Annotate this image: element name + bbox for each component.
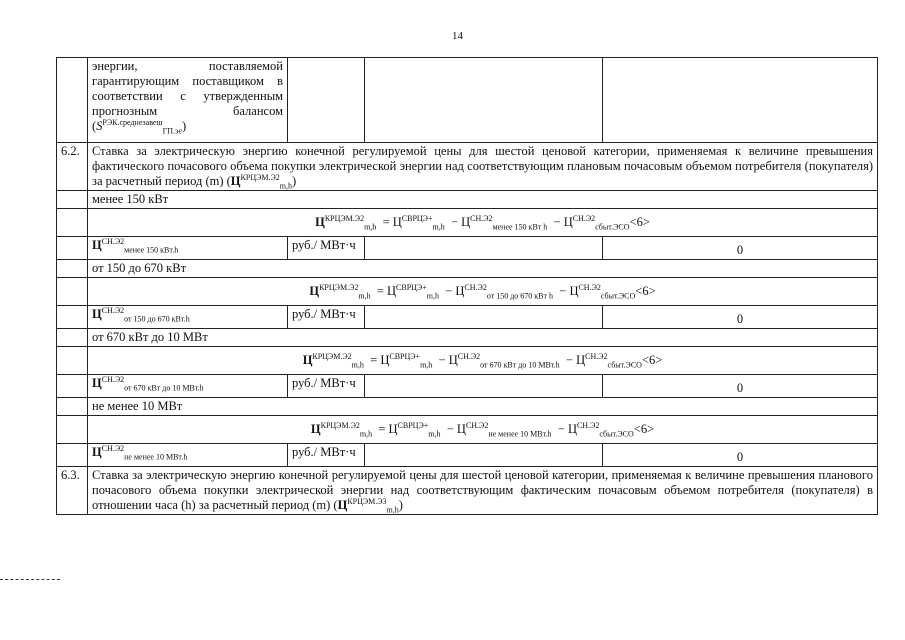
formula-lhs-sub: m,h [351,360,364,370]
rate-symbol: $Ц^{СН.Э2}_{менее 150 кВт.h}$ [88,237,288,260]
item-6-2-close: ) [292,174,297,188]
formula-t3-sup: СН.Э2 [578,282,601,292]
rate-symbol-sup: СН.Э2 [101,443,125,453]
formula-t1-sub: m,h [420,360,433,370]
continuation-row [57,58,878,143]
formula-lhs-sub: m,h [364,222,377,232]
formula-t1-sub: m,h [428,429,441,439]
formula: $Ц^{КРЦЭМ.Э2}_{m,h} = Ц^{СВРЦЭ+}_{m,h} - Ц^{СН.Э2}_{не менее 10 МВт.h} - Ц^{СН.Э2}_{сбыт.ЭСО}<6>$ [88,416,878,444]
rate-row [57,444,878,467]
tariff-table [56,57,878,515]
formula-ref: <6> [633,422,655,436]
formula-row [57,278,878,306]
formula-t3-sub: сбыт.ЭСО [607,360,642,370]
item-6-3-sup: КРЦЭМ.Э3 [347,496,387,506]
rate-unit: руб./ МВт·ч [288,444,365,467]
blank-cell [57,329,88,347]
rate-symbol-sub: от 670 кВт до 10 МВт.h [124,383,204,393]
blank-cell [57,278,88,306]
formula-t2-sub: не менее 10 МВт.h [488,429,552,439]
blank-cell [57,209,88,237]
blank-cell [57,416,88,444]
formula-t2-sup: СН.Э2 [465,420,489,430]
rate-symbol-sup: СН.Э2 [101,305,125,315]
rate-symbol: $Ц^{СН.Э2}_{не менее 10 МВт.h}$ [88,444,288,467]
page-number: 14 [452,30,463,42]
rate-symbol-sub: не менее 10 МВт.h [124,452,188,462]
formula-t1-sup: СВРЦЭ+ [389,351,421,361]
formula-row [57,209,878,237]
item-6-3-number: 6.3. [57,467,88,515]
item-6-2-sup: КРЦЭМ.Э2 [240,172,280,182]
item-6-3-row [57,467,878,515]
formula-t2-sub: от 670 кВт до 10 МВт.h [480,360,560,370]
blank-cell [57,375,88,398]
rate-unit: руб./ МВт·ч [288,237,365,260]
rate-empty [365,306,603,329]
rate-row [57,375,878,398]
formula-row [57,416,878,444]
item-6-3-text: Ставка за электрическую энергию конечной регулируемой цены для шестой ценовой категории, применяемая к величине превышения планового почасового объема покупки электрической энергии над соответствующим фактическим почасовым объемом потребителя (покупателя) в отношении часа (h) за расчетный период (m) ( [92,468,873,512]
block-heading: от 670 кВт до 10 МВт [88,329,878,347]
continuation-unit-cell [288,58,365,143]
formula: $Ц^{КРЦЭМ.Э2}_{m,h} = Ц^{СВРЦЭ+}_{m,h} - Ц^{СН.Э2}_{от 150 до 670 кВт h} - Ц^{СН.Э2}_{сбыт.ЭСО}<6>$ [88,278,878,306]
continuation-sub: ГП.эе [162,126,183,136]
blank-cell [57,260,88,278]
formula-ref: <6> [641,353,663,367]
rate-row [57,306,878,329]
rate-unit: руб./ МВт·ч [288,306,365,329]
formula-t2-sub: менее 150 кВт h [492,222,548,232]
formula-t1-sub: m,h [432,222,445,232]
formula-t3-sup: СН.Э2 [576,420,600,430]
formula-lhs-sub: m,h [359,429,373,439]
rate-value: 0 [603,444,878,467]
rate-value: 0 [603,237,878,260]
formula-t2-sup: СН.Э2 [457,351,481,361]
item-6-2-sub: m,h [279,181,293,191]
rate-row [57,237,878,260]
item-6-2-text-cell [88,143,878,191]
formula-lhs-sup: КРЦЭМ.Э2 [312,351,352,361]
block-heading-row [57,191,878,209]
rate-symbol-sub: от 150 до 670 кВт.h [124,314,190,324]
formula-lhs-sup: КРЦЭМ.Э2 [320,420,360,430]
blank-cell [57,444,88,467]
item-6-3-close: ) [398,498,403,512]
blank-cell [57,398,88,416]
block-heading: от 150 до 670 кВт [88,260,878,278]
formula-t2-sup: СН.Э2 [464,282,487,292]
item-6-2-text: Ставка за электрическую энергию конечной регулируемой цены для шестой ценовой категории, применяемая к величине превышения фактического почасового объема покупки электрической энергии над соответствующим плановым почасовым объемом потребителя (покупателя) за расчетный период (m) ( [92,144,873,188]
continuation-number-cell [57,58,88,143]
formula-t1-sup: СВРЦЭ+ [397,420,429,430]
formula-t3-sub: сбыт.ЭСО [599,429,634,439]
item-6-2-symbol: Ц [230,174,241,188]
formula-t3-sup: СН.Э2 [585,351,608,361]
rate-value: 0 [603,306,878,329]
formula-lhs-sup: КРЦЭМ.Э2 [324,213,365,223]
item-6-3-symbol: Ц [337,498,348,512]
block-heading-row [57,260,878,278]
block-heading-row [57,329,878,347]
formula-t3-sup: СН.Э2 [572,213,596,223]
formula-t3-sub: сбыт.ЭСО [600,291,636,301]
blank-cell [57,237,88,260]
continuation-sup: РЭК.среднезавеш [102,117,163,127]
block-heading: не менее 10 МВт [88,398,878,416]
formula-row [57,347,878,375]
formula: $Ц^{КРЦЭМ.Э2}_{m,h} = Ц^{СВРЦЭ+}_{m,h} - Ц^{СН.Э2}_{от 670 кВт до 10 МВт.h} - Ц^{СН.Э2}_{сбыт.ЭСО}<6>$ [88,347,878,375]
rate-unit: руб./ МВт·ч [288,375,365,398]
continuation-text-cell [88,58,288,143]
margin-dash-line [0,579,60,580]
formula-lhs-sub: m,h [358,291,371,301]
item-6-3-sub: m,h [386,505,399,515]
continuation-symbol: S [96,119,103,133]
rate-value: 0 [603,375,878,398]
continuation-value-cell [603,58,878,143]
formula-t3-sub: сбыт.ЭСО [595,222,630,232]
formula-lhs-sup: КРЦЭМ.Э2 [319,282,359,292]
formula-t2-sup: СН.Э2 [470,213,493,223]
formula: $Ц^{КРЦЭМ.Э2}_{m,h} = Ц^{СВРЦЭ+}_{m,h} - Ц^{СН.Э2}_{менее 150 кВт h} - Ц^{СН.Э2}_{сбыт.ЭСО}<6>$ [88,209,878,237]
block-heading-row [57,398,878,416]
item-6-2-row [57,143,878,191]
item-6-2-number: 6.2. [57,143,88,191]
continuation-empty-cell [365,58,603,143]
rate-empty [365,444,603,467]
formula-ref: <6> [635,284,656,298]
rate-symbol-sup: СН.Э2 [101,236,125,246]
formula-t1-sup: СВРЦЭ+ [396,282,427,292]
formula-t1-sup: СВРЦЭ+ [401,213,433,223]
rate-symbol-sub: менее 150 кВт.h [124,245,179,255]
formula-t2-sub: от 150 до 670 кВт h [486,291,554,301]
blank-cell [57,191,88,209]
blank-cell [57,306,88,329]
formula-ref: <6> [629,215,650,229]
block-heading: менее 150 кВт [88,191,878,209]
rate-empty [365,375,603,398]
rate-symbol: $Ц^{СН.Э2}_{от 150 до 670 кВт.h}$ [88,306,288,329]
continuation-text: энергии, поставляемой гарантирующим поставщиком в соответствии с утвержденным прогнозным балансом ( [92,59,283,133]
rate-symbol-sup: СН.Э2 [101,374,125,384]
blank-cell [57,347,88,375]
rate-empty [365,237,603,260]
continuation-close: ) [182,119,187,133]
rate-symbol: $Ц^{СН.Э2}_{от 670 кВт до 10 МВт.h}$ [88,375,288,398]
formula-t1-sub: m,h [426,291,439,301]
item-6-3-text-cell [88,467,878,515]
